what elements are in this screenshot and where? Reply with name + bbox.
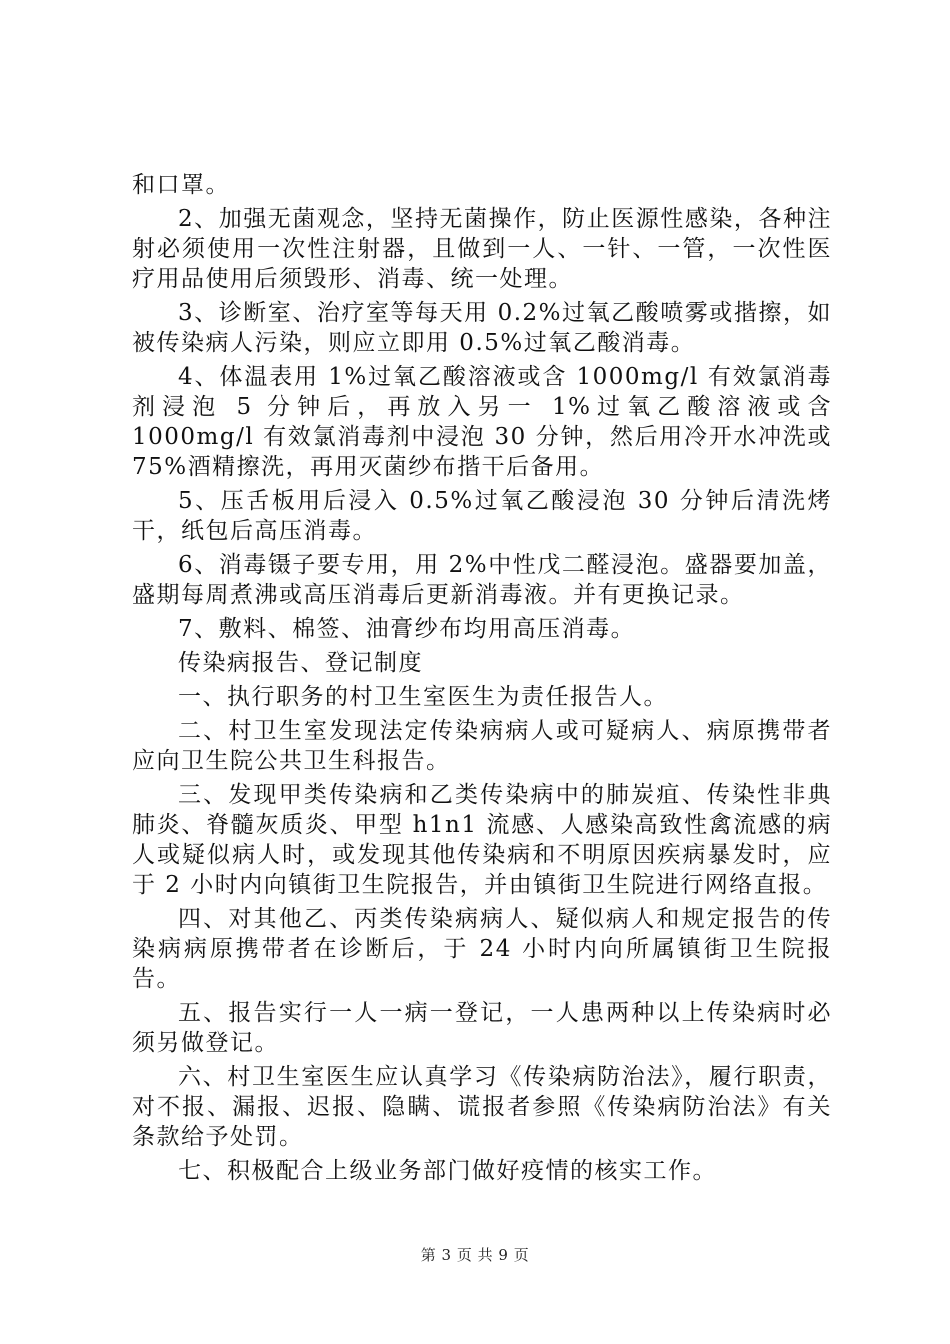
- paragraph-2: 3、诊断室、治疗室等每天用 0.2%过氧乙酸喷雾或揩擦，如被传染病人污染，则应立即用 0.5%过氧乙酸消毒。: [132, 300, 832, 356]
- paragraph-0: 和口罩。: [132, 172, 230, 198]
- paragraph-1: 2、加强无菌观念，坚持无菌操作，防止医源性感染，各种注射必须使用一次性注射器，且做到一人、一针、一管，一次性医疗用品使用后须毁形、消毒、统一处理。: [132, 206, 832, 292]
- paragraph-6: 7、敷料、棉签、油膏纱布均用高压消毒。: [178, 616, 636, 642]
- paragraph-13: 六、村卫生室医生应认真学习《传染病防治法》，履行职责，对不报、漏报、迟报、隐瞒、谎报者参照《传染病防治法》有关条款给予处罚。: [132, 1064, 832, 1150]
- paragraph-11: 四、对其他乙、丙类传染病病人、疑似病人和规定报告的传染病病原携带者在诊断后，于 24 小时内向所属镇街卫生院报告。: [132, 906, 832, 992]
- paragraph-4: 5、压舌板用后浸入 0.5%过氧乙酸浸泡 30 分钟后清洗烤干，纸包后高压消毒。: [132, 488, 832, 544]
- page-footer: 第 3 页 共 9 页: [420, 1246, 530, 1264]
- paragraph-8: 一、执行职务的村卫生室医生为责任报告人。: [178, 684, 668, 710]
- paragraph-10: 三、发现甲类传染病和乙类传染病中的肺炭疽、传染性非典肺炎、脊髓灰质炎、甲型 h1n1 流感、人感染高致性禽流感的病人或疑似病人时，或发现其他传染病和不明原因疾病暴发时，应于 2 小时内向镇街卫生院报告，并由镇街卫生院进行网络直报。: [132, 782, 832, 898]
- section-heading: 传染病报告、登记制度: [178, 650, 423, 676]
- paragraph-14: 七、积极配合上级业务部门做好疫情的核实工作。: [178, 1158, 717, 1184]
- paragraph-5: 6、消毒镊子要专用，用 2%中性戊二醛浸泡。盛器要加盖，盛期每周煮沸或高压消毒后更新消毒液。并有更换记录。: [132, 552, 832, 608]
- paragraph-12: 五、报告实行一人一病一登记，一人患两种以上传染病时必须另做登记。: [132, 1000, 832, 1056]
- document-body: [132, 170, 832, 1190]
- paragraph-9: 二、村卫生室发现法定传染病病人或可疑病人、病原携带者应向卫生院公共卫生科报告。: [132, 718, 832, 774]
- paragraph-3: 4、体温表用 1%过氧乙酸溶液或含 1000mg/l 有效氯消毒剂浸泡 5 分钟后，再放入另一 1%过氧乙酸溶液或含 1000mg/l 有效氯消毒剂中浸泡 30 分钟，然后用冷开水冲洗或 75%酒精擦洗，再用灭菌纱布揩干后备用。: [132, 364, 832, 480]
